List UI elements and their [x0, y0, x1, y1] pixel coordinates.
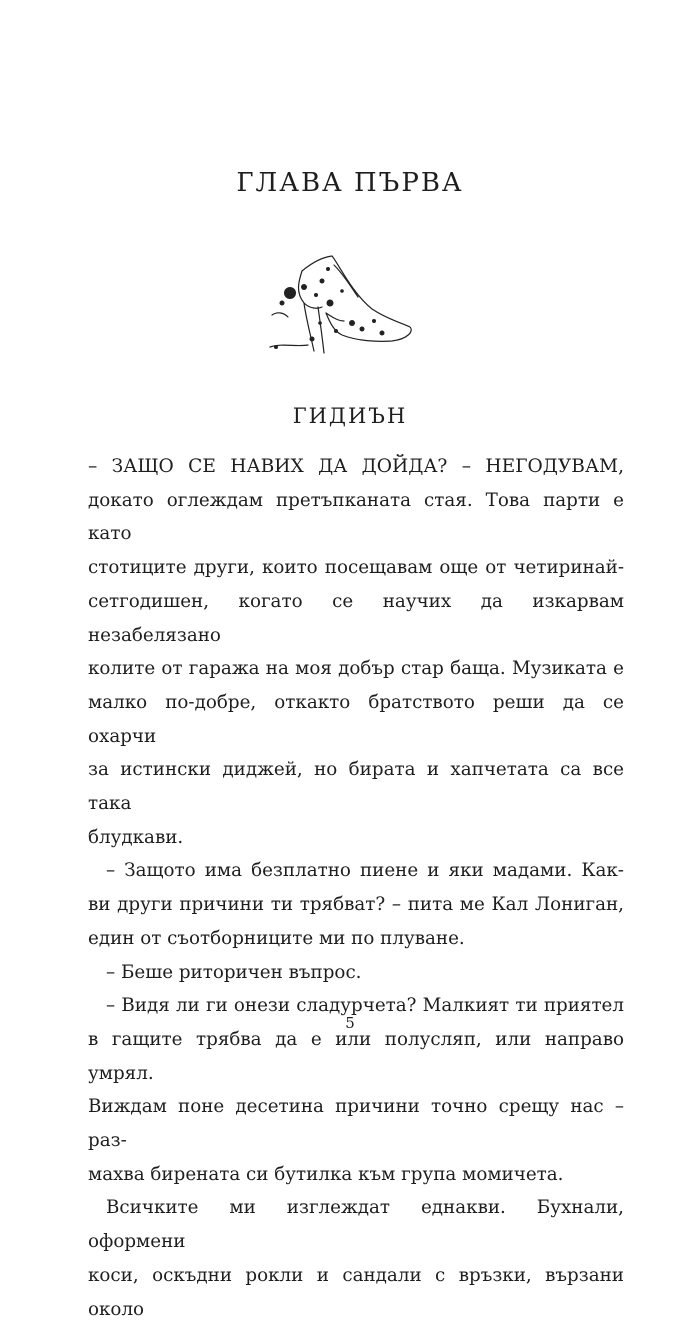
- body-text: [88, 450, 624, 1326]
- narrator-heading: ГИДИЪН: [292, 404, 408, 428]
- text-line: сетгодишен, когато се научих да изкарвам незабелязано: [88, 590, 624, 646]
- text-line: в гащите трябва да е или полусляп, или направо умрял.: [88, 1028, 624, 1084]
- glass-slipper-icon: [262, 243, 422, 363]
- text-line: Всичките ми изглеждат еднакви. Бухнали, оформени: [88, 1197, 624, 1253]
- text-line: – Беше риторичен въпрос.: [106, 961, 362, 983]
- text-line: ви други причини ти трябват? – пита ме Кал Лониган,: [88, 894, 624, 916]
- text-line: за истински диджей, но бирата и хапчетата са все така: [88, 759, 624, 815]
- text-line: блудкави.: [88, 826, 184, 848]
- text-line: – Видя ли ги онези сладурчета? Малкият ти приятел: [106, 995, 624, 1017]
- text-line: – ЗАЩО СЕ НАВИХ ДА ДОЙДА? – НЕГОДУВАМ,: [88, 456, 624, 477]
- text-line: малко по-добре, откакто братството реши да се охарчи: [88, 691, 624, 747]
- text-line: коси, оскъдни рокли и сандали с връзки, вързани около: [88, 1264, 624, 1320]
- text-line: колите от гаража на моя добър стар баща. Музиката е: [88, 658, 624, 680]
- text-line: стотиците други, които посещавам още от четиринай-: [88, 557, 624, 579]
- text-line: Виждам поне десетина причини точно срещу нас – раз-: [88, 1096, 624, 1152]
- text-line: махва бирената си бутилка към група момичета.: [88, 1163, 564, 1185]
- text-line: – Защото има безплатно пиене и яки мадами. Как-: [106, 860, 624, 882]
- page-number: 5: [345, 1014, 355, 1032]
- chapter-title: ГЛАВА ПЪРВА: [236, 168, 464, 198]
- text-line: докато оглеждам претъпканата стая. Това парти е като: [88, 489, 624, 545]
- text-line: един от съотборниците ми по плуване.: [88, 927, 465, 949]
